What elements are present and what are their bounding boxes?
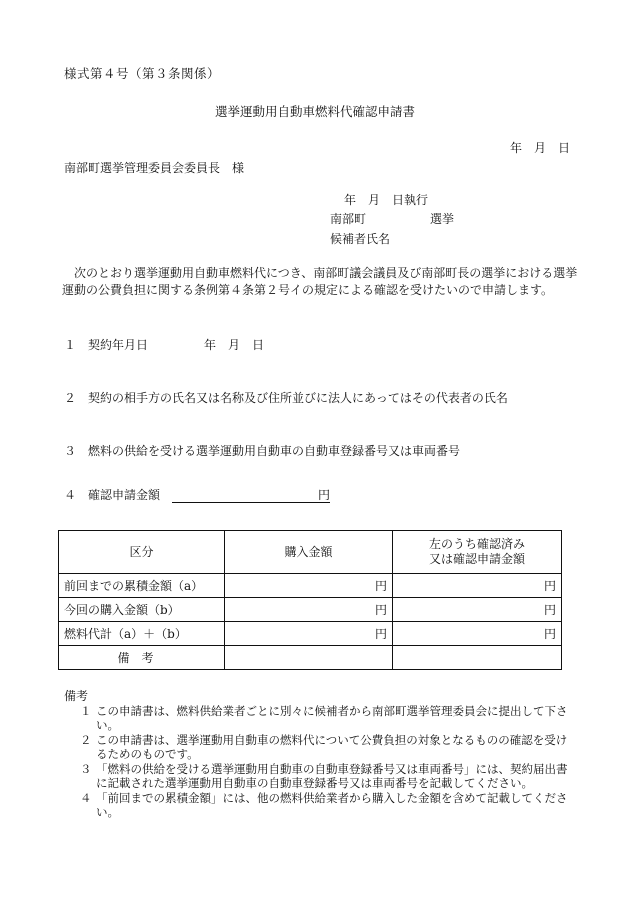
purchase-amount-cell: 円 <box>225 598 393 622</box>
vehicle-number-label: ３ 燃料の供給を受ける選挙運動用自動車の自動車登録番号又は車両番号 <box>64 444 461 458</box>
note-number: ３ <box>80 762 92 776</box>
page-title: 選挙運動用自動車燃料代確認申請書 <box>214 104 415 119</box>
requested-amount-underline <box>172 502 330 503</box>
body-text: 次のとおり選挙運動用自動車燃料代につき、南部町議会議員及び南部町長の選挙における選挙運動の公費負担に関する条例第４条第２号イの規定による確認を受けたいので申請します。 <box>62 266 578 297</box>
table-row <box>59 622 562 646</box>
confirmed-amount-cell: 円 <box>393 574 562 598</box>
notes-heading: 備考 <box>64 689 89 703</box>
remarks-label: 備考 <box>59 646 225 670</box>
header-purchase-amount: 購入金額 <box>225 531 393 574</box>
list-item <box>80 704 570 732</box>
addressee: 南部町選挙管理委員会委員長 様 <box>64 161 245 175</box>
note-text: 「燃料の供給を受ける選挙運動用自動車の自動車登録番号又は車両番号」には、契約届出書に記載された選挙運動用自動車の自動車登録番号又は車両番号を記載してください。 <box>96 762 568 790</box>
requested-amount-unit: 円 <box>318 488 331 502</box>
town-name-label: 南部町 <box>330 212 367 226</box>
notes-list <box>80 704 570 820</box>
note-text: この申請書は、選挙運動用自動車の燃料代について公費負担の対象となるものの確認を受けるためのものです。 <box>96 733 568 761</box>
election-label: 選挙 <box>430 212 455 226</box>
note-text: この申請書は、燃料供給業者ごとに別々に候補者から南部町選挙管理委員会に提出して下さい。 <box>96 704 568 732</box>
contract-date-value: 年 月 日 <box>204 338 265 352</box>
list-item <box>80 791 570 819</box>
note-text: 「前回までの累積金額」には、他の燃料供給業者から購入した金額を含めて記載してください。 <box>96 791 568 819</box>
election-execution-date: 年 月 日執行 <box>344 193 429 207</box>
remarks-cell <box>393 646 562 670</box>
header-category: 区分 <box>59 531 225 574</box>
list-item <box>80 733 570 761</box>
contractor-label: ２ 契約の相手方の氏名又は名称及び住所並びに法人にあってはその代表者の氏名 <box>64 391 508 405</box>
form-number: 様式第４号（第３条関係） <box>64 66 221 81</box>
application-date: 年 月 日 <box>509 141 570 155</box>
fuel-cost-table <box>58 530 562 670</box>
table-header-row <box>59 531 562 574</box>
requested-amount-label: ４ 確認申請金額 <box>64 488 161 502</box>
purchase-amount-cell: 円 <box>225 622 393 646</box>
contract-date-label: １ 契約年月日 <box>64 338 149 352</box>
row-label: 燃料代計（a）＋（b） <box>59 622 225 646</box>
row-label: 前回までの累積金額（a） <box>59 574 225 598</box>
candidate-name-label: 候補者氏名 <box>330 232 391 246</box>
header-confirmed-line2: 又は確認申請金額 <box>428 552 525 566</box>
note-number: ２ <box>80 733 92 747</box>
confirmed-amount-cell: 円 <box>393 598 562 622</box>
table-row-remarks <box>59 646 562 670</box>
note-number: １ <box>80 704 92 718</box>
note-number: ４ <box>80 791 92 805</box>
table-row <box>59 598 562 622</box>
row-label: 今回の購入金額（b） <box>59 598 225 622</box>
purchase-amount-cell: 円 <box>225 574 393 598</box>
remarks-cell <box>225 646 393 670</box>
header-confirmed-amount <box>393 531 562 574</box>
list-item <box>80 762 570 790</box>
confirmed-amount-cell: 円 <box>393 622 562 646</box>
header-confirmed-line1: 左のうち確認済み <box>428 537 525 551</box>
table-row <box>59 574 562 598</box>
